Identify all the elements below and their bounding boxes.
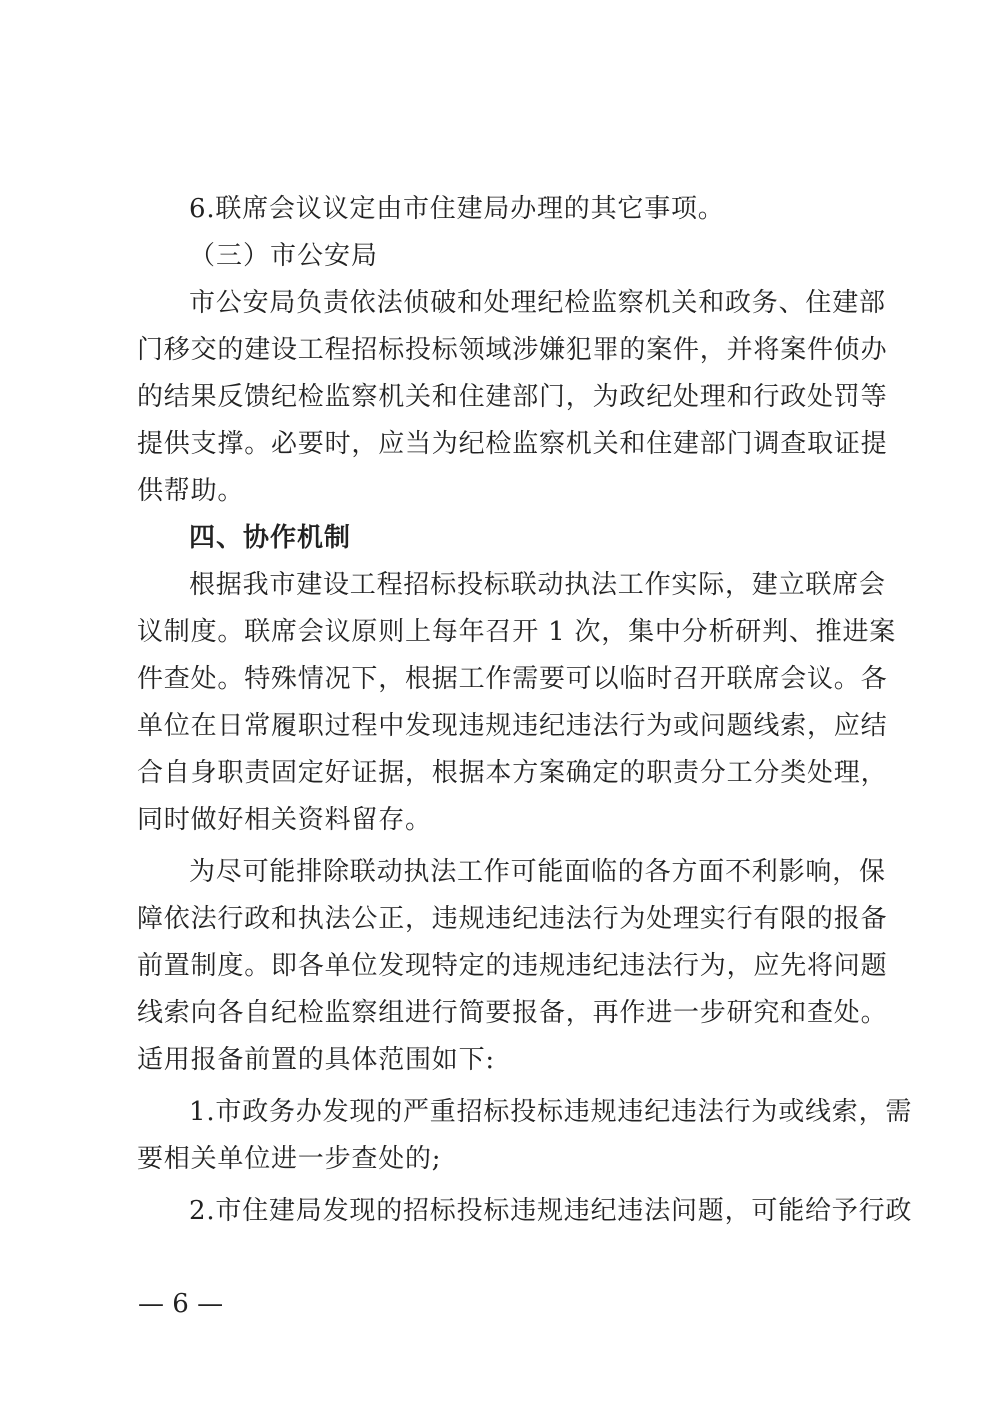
- body-text: [137, 186, 913, 1235]
- paragraph-line: 同时做好相关资料留存。: [137, 805, 432, 835]
- paragraph-line: 单位在日常履职过程中发现违规违纪违法行为或问题线索，应结: [137, 711, 888, 741]
- paragraph-line: 为尽可能排除联动执法工作可能面临的各方面不利影响，保: [189, 857, 886, 887]
- paragraph-line: 适用报备前置的具体范围如下:: [137, 1045, 495, 1075]
- paragraph-line: 供帮助。: [137, 476, 245, 506]
- section-heading-cooperation-mechanism: 四、协作机制: [189, 523, 352, 553]
- paragraph-line: 提供支撑。必要时，应当为纪检监察机关和住建部门调查取证提: [137, 429, 888, 459]
- list-item-1-continued: 要相关单位进一步查处的;: [137, 1144, 442, 1174]
- paragraph-line: 障依法行政和执法公正，违规违纪违法行为处理实行有限的报备: [137, 904, 888, 934]
- list-item-1: 1.市政务办发现的严重招标投标违规违纪违法行为或线索，需: [189, 1097, 913, 1127]
- page-number: — 6 —: [138, 1289, 224, 1319]
- section-heading-public-security: （三）市公安局: [189, 241, 379, 271]
- paragraph-line: 的结果反馈纪检监察机关和住建部门，为政纪处理和行政处罚等: [137, 382, 888, 412]
- paragraph-line: 门移交的建设工程招标投标领域涉嫌犯罪的案件，并将案件侦办: [137, 335, 888, 365]
- paragraph-line: 根据我市建设工程招标投标联动执法工作实际，建立联席会: [189, 570, 886, 600]
- paragraph-item-6: 6.联席会议议定由市住建局办理的其它事项。: [189, 194, 725, 224]
- paragraph-line: 议制度。联席会议原则上每年召开 1 次，集中分析研判、推进案: [137, 617, 897, 647]
- paragraph-line: 市公安局负责依法侦破和处理纪检监察机关和政务、住建部: [189, 288, 886, 318]
- paragraph-line: 线索向各自纪检监察组进行简要报备，再作进一步研究和查处。: [137, 998, 888, 1028]
- paragraph-line: 前置制度。即各单位发现特定的违规违纪违法行为，应先将问题: [137, 951, 888, 981]
- paragraph-line: 件查处。特殊情况下，根据工作需要可以临时召开联席会议。各: [137, 664, 888, 694]
- paragraph-line: 合自身职责固定好证据，根据本方案确定的职责分工分类处理，: [137, 758, 888, 788]
- list-item-2: 2.市住建局发现的招标投标违规违纪违法问题，可能给予行政: [189, 1196, 913, 1226]
